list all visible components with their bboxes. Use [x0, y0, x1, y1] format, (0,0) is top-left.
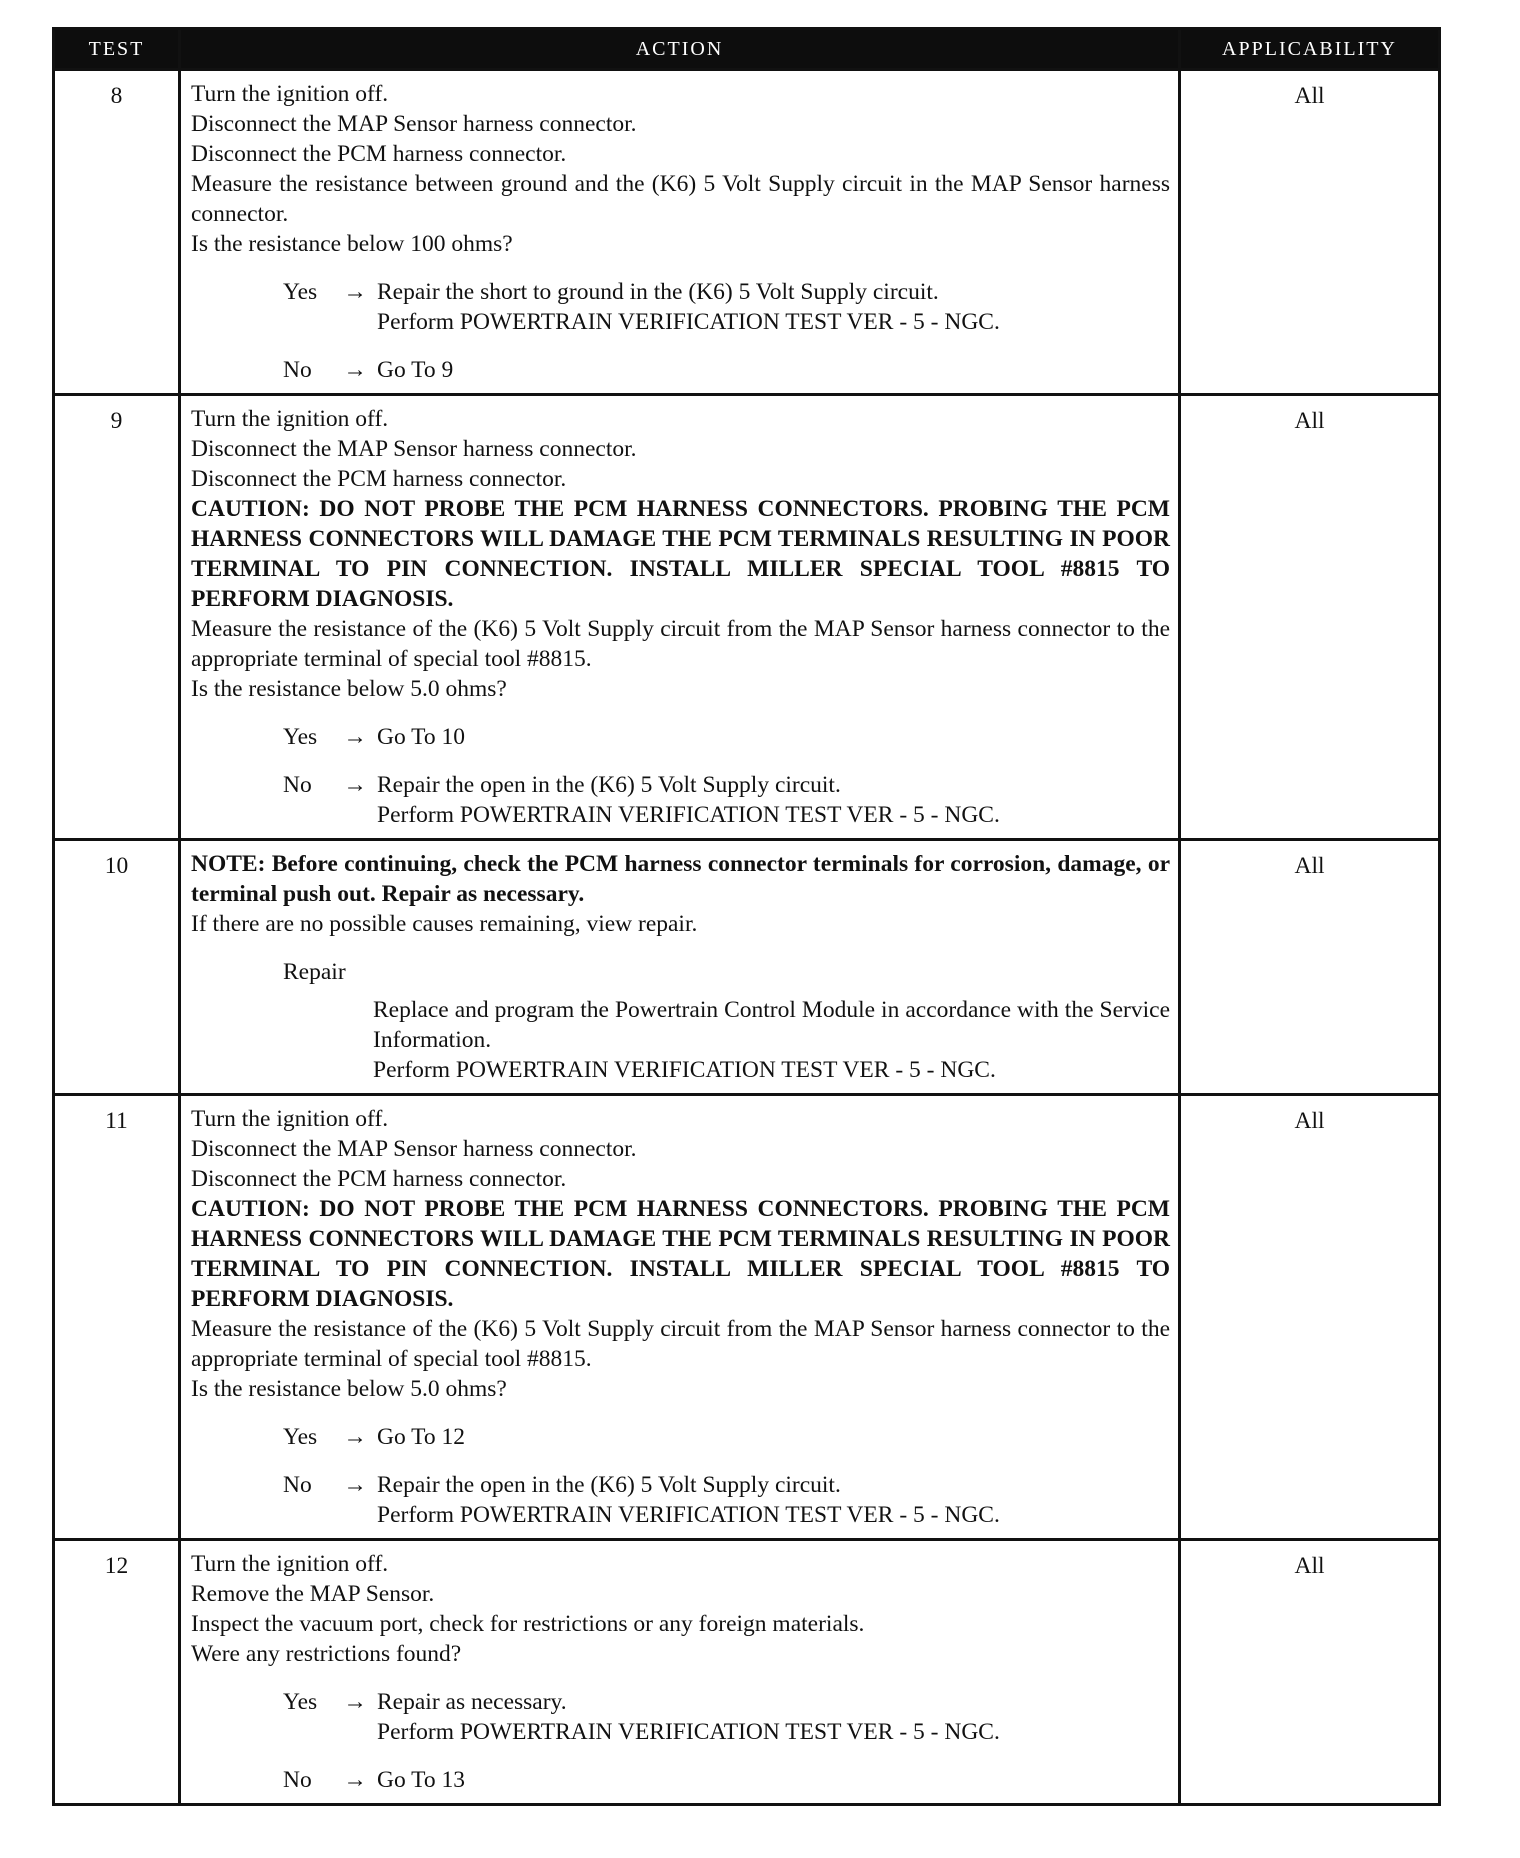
action-line: Disconnect the PCM harness connector. [191, 1166, 567, 1192]
result-text: Repair the open in the (K6) 5 Volt Supply circuit. [377, 772, 841, 798]
right-arrow-icon: → [343, 1767, 367, 1793]
action-question: Is the resistance below 100 ohms? [191, 231, 513, 257]
action-cell [180, 70, 1180, 395]
test-number: 9 [54, 395, 180, 840]
yes-label: Yes [283, 724, 318, 750]
test-number: 10 [54, 840, 180, 1095]
result-no [283, 355, 1170, 385]
result-yes [283, 1422, 1170, 1452]
repair-label: Repair [283, 959, 346, 985]
repair-text: Perform POWERTRAIN VERIFICATION TEST VER - 5 - NGC. [373, 1057, 996, 1083]
right-arrow-icon: → [343, 357, 367, 383]
repair-text: Replace and program the Powertrain Control Module in accordance with the Service Information. [373, 997, 1170, 1053]
yes-label: Yes [283, 279, 318, 305]
action-cell [180, 1540, 1180, 1805]
diagnostic-test-sheet [52, 27, 1438, 1806]
diagnostic-table [52, 27, 1441, 1806]
result-no [283, 1765, 1170, 1795]
table-row [54, 395, 1440, 840]
note-text: NOTE: Before continuing, check the PCM harness connector terminals for corrosion, damage, or terminal push out. Repair as necessary. [191, 851, 1170, 907]
result-text: Perform POWERTRAIN VERIFICATION TEST VER - 5 - NGC. [377, 1719, 1000, 1745]
result-text: Go To 12 [377, 1424, 466, 1450]
table-header-row [54, 29, 1440, 70]
result-yes [283, 1687, 1170, 1747]
result-yes [283, 277, 1170, 337]
right-arrow-icon: → [343, 724, 367, 750]
test-number: 12 [54, 1540, 180, 1805]
action-line: Remove the MAP Sensor. [191, 1581, 435, 1607]
action-question: Were any restrictions found? [191, 1641, 462, 1667]
table-row [54, 1540, 1440, 1805]
action-line: Turn the ignition off. [191, 406, 389, 432]
no-label: No [283, 357, 312, 383]
action-line: If there are no possible causes remaining, view repair. [191, 911, 698, 937]
action-line: Measure the resistance of the (K6) 5 Volt Supply circuit from the MAP Sensor harness connector to the appropriate terminal of special tool #8815. [191, 1316, 1170, 1372]
action-cell [180, 1095, 1180, 1540]
header-action: ACTION [180, 29, 1180, 70]
right-arrow-icon: → [343, 772, 367, 798]
right-arrow-icon: → [343, 279, 367, 305]
result-text: Repair the open in the (K6) 5 Volt Supply circuit. [377, 1472, 841, 1498]
action-question: Is the resistance below 5.0 ohms? [191, 1376, 507, 1402]
table-row [54, 1095, 1440, 1540]
action-line: Turn the ignition off. [191, 1106, 389, 1132]
result-text: Perform POWERTRAIN VERIFICATION TEST VER - 5 - NGC. [377, 1502, 1000, 1528]
result-yes [283, 722, 1170, 752]
test-number: 8 [54, 70, 180, 395]
result-text: Perform POWERTRAIN VERIFICATION TEST VER - 5 - NGC. [377, 309, 1000, 335]
result-no [283, 770, 1170, 830]
result-text: Go To 13 [377, 1767, 466, 1793]
no-label: No [283, 1472, 312, 1498]
applicability-value: All [1180, 840, 1440, 1095]
table-row [54, 70, 1440, 395]
action-question: Is the resistance below 5.0 ohms? [191, 676, 507, 702]
action-line: Disconnect the MAP Sensor harness connector. [191, 1136, 637, 1162]
action-line: Disconnect the MAP Sensor harness connector. [191, 111, 637, 137]
action-cell [180, 840, 1180, 1095]
action-line: Disconnect the MAP Sensor harness connector. [191, 436, 637, 462]
result-text: Repair the short to ground in the (K6) 5 Volt Supply circuit. [377, 279, 939, 305]
caution-text: CAUTION: DO NOT PROBE THE PCM HARNESS CONNECTORS. PROBING THE PCM HARNESS CONNECTORS WILL DAMAGE THE PCM TERMINALS RESULTING IN POOR TERMINAL TO PIN CONNECTION. INSTALL MILLER SPECIAL TOOL #8815 TO PERFORM DIAGNOSIS. [191, 1196, 1170, 1312]
result-text: Go To 9 [377, 357, 454, 383]
repair-instructions [373, 995, 1170, 1085]
caution-text: CAUTION: DO NOT PROBE THE PCM HARNESS CONNECTORS. PROBING THE PCM HARNESS CONNECTORS WILL DAMAGE THE PCM TERMINALS RESULTING IN POOR TERMINAL TO PIN CONNECTION. INSTALL MILLER SPECIAL TOOL #8815 TO PERFORM DIAGNOSIS. [191, 496, 1170, 612]
action-line: Turn the ignition off. [191, 81, 389, 107]
applicability-value: All [1180, 1540, 1440, 1805]
applicability-value: All [1180, 1095, 1440, 1540]
result-text: Perform POWERTRAIN VERIFICATION TEST VER - 5 - NGC. [377, 802, 1000, 828]
header-applicability: APPLICABILITY [1180, 29, 1440, 70]
action-line: Measure the resistance of the (K6) 5 Volt Supply circuit from the MAP Sensor harness connector to the appropriate terminal of special tool #8815. [191, 616, 1170, 672]
applicability-value: All [1180, 70, 1440, 395]
yes-label: Yes [283, 1689, 318, 1715]
action-line: Disconnect the PCM harness connector. [191, 466, 567, 492]
action-line: Turn the ignition off. [191, 1551, 389, 1577]
right-arrow-icon: → [343, 1472, 367, 1498]
no-label: No [283, 1767, 312, 1793]
table-row [54, 840, 1440, 1095]
no-label: No [283, 772, 312, 798]
action-line: Inspect the vacuum port, check for restrictions or any foreign materials. [191, 1611, 865, 1637]
header-test: TEST [54, 29, 180, 70]
action-line: Measure the resistance between ground and the (K6) 5 Volt Supply circuit in the MAP Sensor harness connector. [191, 171, 1170, 227]
action-line: Disconnect the PCM harness connector. [191, 141, 567, 167]
result-text: Repair as necessary. [377, 1689, 567, 1715]
action-cell [180, 395, 1180, 840]
applicability-value: All [1180, 395, 1440, 840]
result-text: Go To 10 [377, 724, 466, 750]
right-arrow-icon: → [343, 1424, 367, 1450]
yes-label: Yes [283, 1424, 318, 1450]
right-arrow-icon: → [343, 1689, 367, 1715]
test-number: 11 [54, 1095, 180, 1540]
result-no [283, 1470, 1170, 1530]
